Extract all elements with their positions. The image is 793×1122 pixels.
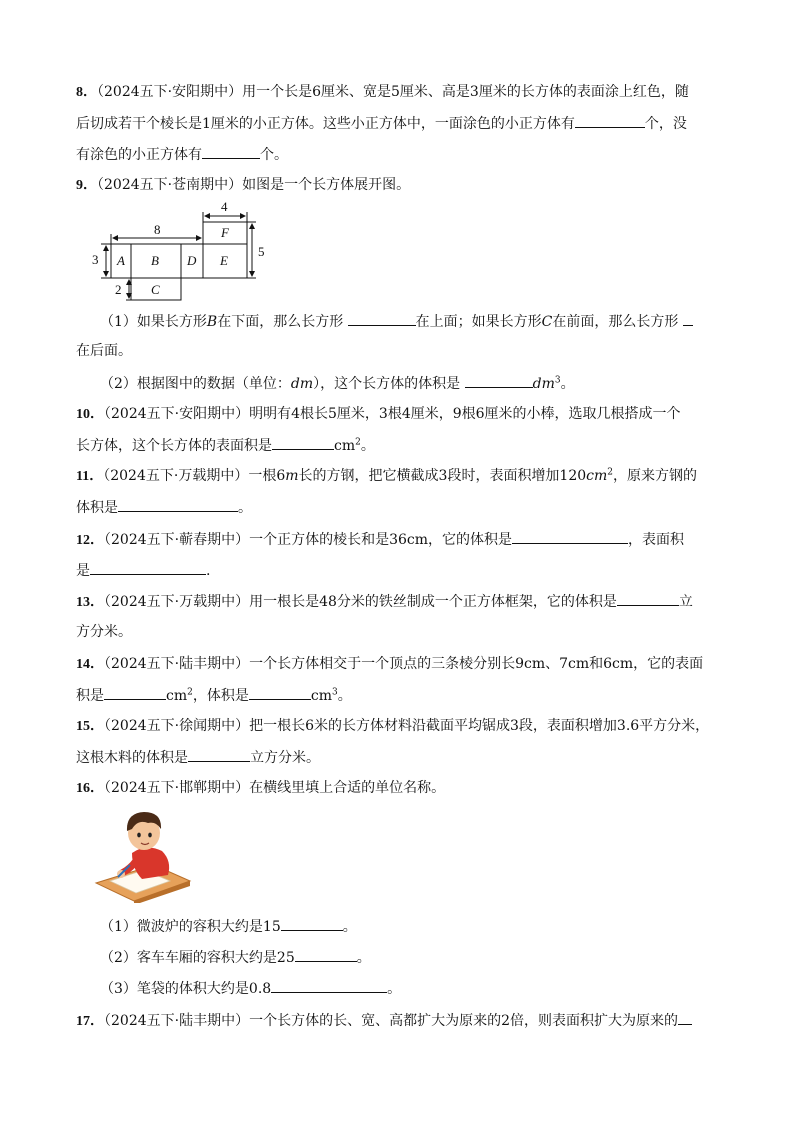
q16-number: 16． <box>76 781 104 796</box>
q11-line1: 11．（2024五下·万载期中）一根6m长的方钢，把它横截成3段时，表面积增加$120cm^2$，原来方钢的 <box>76 467 698 484</box>
q14-line2: 积是 $cm^2$，体积是 $cm^3$。 <box>76 685 352 706</box>
q15-number: 15． <box>76 719 104 734</box>
q9-line1: 9．（2024五下·苍南期中）如图是一个长方体展开图。 <box>76 177 411 193</box>
q9-number: 9． <box>76 178 97 193</box>
q9-blank-1[interactable] <box>348 311 416 326</box>
q11-number: 11． <box>76 469 104 484</box>
q10-blank-1[interactable] <box>272 435 334 450</box>
q9-part2: （2）根据图中的数据（单位：dm），这个长方体的体积是 $dm^3$。 <box>100 373 575 394</box>
q9-blank-2[interactable] <box>683 311 693 326</box>
q16-blank-1[interactable] <box>281 916 343 931</box>
face-label-D: D <box>187 253 197 268</box>
q16-part2: （2）客车车厢的容积大约是25 。 <box>100 947 371 968</box>
dim-label-8: 8 <box>154 222 161 237</box>
q17-source: （2024五下·陆丰期中） <box>104 1013 250 1029</box>
q16-source: （2024五下·邯郸期中） <box>104 780 250 796</box>
q16-blank-3[interactable] <box>271 978 387 993</box>
q15-line2: 这根木料的体积是 立方分米。 <box>76 747 320 768</box>
dim-label-3: 3 <box>92 252 99 267</box>
q8-line1: 8．（2024五下·安阳期中）用一个长是6厘米、宽是5厘米、高是3厘米的长方体的表面涂上红色，随 <box>76 84 689 100</box>
q10-number: 10． <box>76 407 104 422</box>
q10-line2: 长方体，这个长方体的表面积是 $cm^2$。 <box>76 435 375 456</box>
q14-blank-2[interactable] <box>249 685 311 700</box>
q13-line1: 13．（2024五下·万载期中）用一根长是48分米的铁丝制成一个正方体框架，它的体积是 立 <box>76 591 693 613</box>
q13-line2: 方分米。 <box>76 624 132 640</box>
q17-line1: 17．（2024五下·陆丰期中）一个长方体的长、宽、高都扩大为原来的2倍，则表面积扩大为原来的 <box>76 1010 692 1032</box>
q12-line2: 是 . <box>76 560 210 581</box>
dim-label-5: 5 <box>258 244 265 259</box>
q12-source: （2024五下·蕲春期中） <box>104 532 250 548</box>
q8-blank-1[interactable] <box>575 113 645 128</box>
q13-number: 13． <box>76 595 104 610</box>
q16-part3: （3）笔袋的体积大约是0.8 。 <box>100 978 401 999</box>
q11-source: （2024五下·万载期中） <box>103 468 249 484</box>
face-label-F: F <box>221 225 229 240</box>
q8-blank-2[interactable] <box>202 144 260 159</box>
q12-blank-1[interactable] <box>512 529 628 544</box>
q16-blank-2[interactable] <box>295 947 357 962</box>
face-label-B: B <box>151 253 159 268</box>
q11-blank-1[interactable] <box>118 497 238 512</box>
q8-line3: 有涂色的小正方体有 个。 <box>76 144 288 165</box>
q15-source: （2024五下·徐闻期中） <box>104 718 250 734</box>
q12-blank-2[interactable] <box>90 560 206 575</box>
q10-line1: 10．（2024五下·安阳期中）明明有4根长5厘米，3根4厘米，9根6厘米的小棒，选取几根搭成一个 <box>76 406 681 422</box>
q9-blank-3[interactable] <box>465 373 533 388</box>
q12-line1: 12．（2024五下·蕲春期中）一个正方体的棱长和是36cm，它的体积是 ，表面积 <box>76 529 684 551</box>
q16-part1: （1）微波炉的容积大约是15 。 <box>100 916 357 937</box>
q14-source: （2024五下·陆丰期中） <box>104 656 250 672</box>
q15-line1: 15．（2024五下·徐闻期中）把一根长6米的长方体材料沿截面平均锯成3段，表面积增加3.6平方分米， <box>76 718 710 734</box>
face-label-A: A <box>117 253 125 268</box>
q17-blank-1[interactable] <box>678 1010 692 1025</box>
q9-source: （2024五下·苍南期中） <box>97 177 243 193</box>
q9-part1: （1）如果长方形B在下面，那么长方形 在上面；如果长方形C在前面，那么长方形 <box>100 311 693 332</box>
q17-number: 17． <box>76 1014 104 1029</box>
face-label-C: C <box>151 282 160 297</box>
q10-source: （2024五下·安阳期中） <box>104 406 250 422</box>
boy-writing-illustration <box>92 803 192 903</box>
q14-line1: 14．（2024五下·陆丰期中）一个长方体相交于一个顶点的三条棱分别长9cm、7cm和6cm，它的表面 <box>76 656 704 672</box>
q14-blank-1[interactable] <box>104 685 166 700</box>
q8-number: 8． <box>76 85 97 100</box>
q13-source: （2024五下·万载期中） <box>104 594 250 610</box>
face-label-E: E <box>220 253 228 268</box>
dim-label-4: 4 <box>221 199 228 214</box>
q8-line2: 后切成若干个棱长是1厘米的小正方体。这些小正方体中，一面涂色的小正方体有 个，没 <box>76 113 687 134</box>
q16-line1: 16．（2024五下·邯郸期中）在横线里填上合适的单位名称。 <box>76 780 446 796</box>
q12-number: 12． <box>76 533 104 548</box>
q13-blank-1[interactable] <box>617 591 679 606</box>
q15-blank-1[interactable] <box>188 747 250 762</box>
q11-line2: 体积是 。 <box>76 497 252 518</box>
q14-number: 14． <box>76 657 104 672</box>
cuboid-net-figure <box>88 198 278 304</box>
dim-label-2: 2 <box>115 282 122 297</box>
q8-source: （2024五下·安阳期中） <box>97 84 243 100</box>
q9-part1-cont: 在后面。 <box>76 343 132 359</box>
